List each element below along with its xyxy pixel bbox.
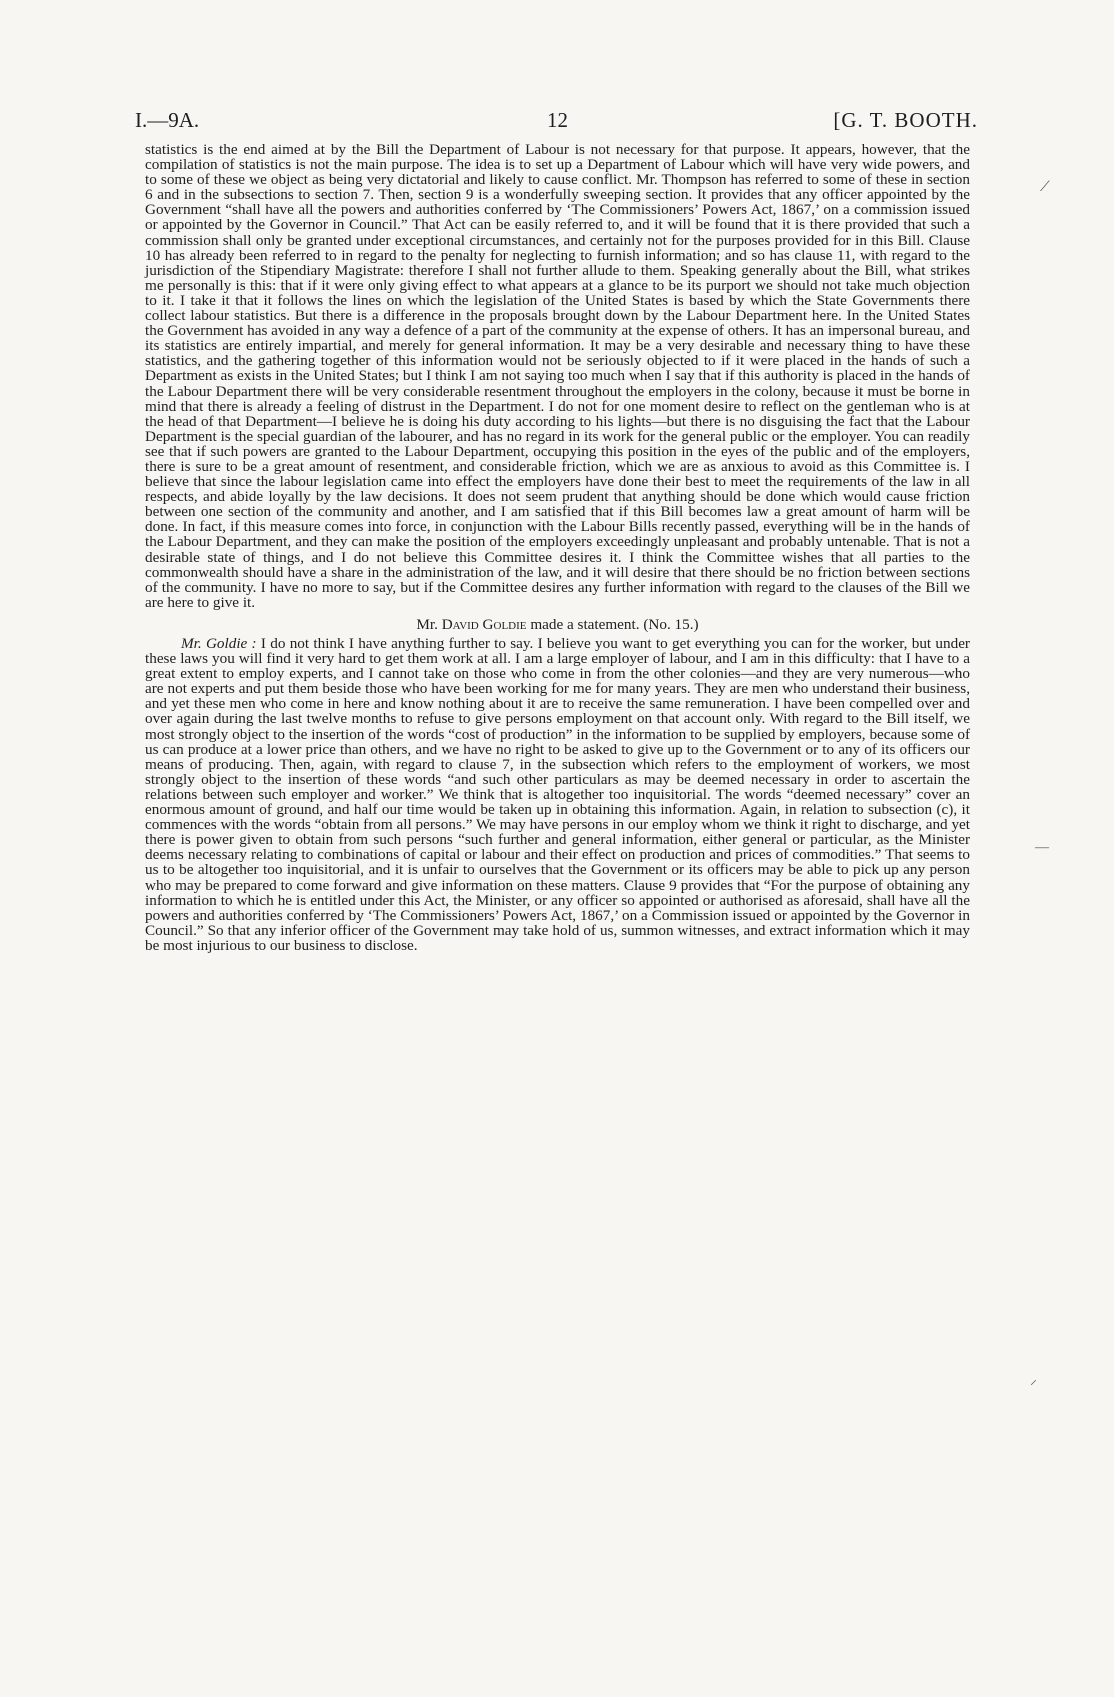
statement-heading xyxy=(145,617,970,632)
paragraph-booth: statistics is the end aimed at by the Bill the Department of Labour is not necessary for that purpose. It appears, however, that the compilation of statistics is not the main purpose. The idea is to set up a Department of Labour which will have very wide powers, and to some of these we object as being very dictatorial and likely to cause conflict. Mr. Thompson has referred to some of these in section 6 and in the subsections to section 7. Then, section 9 is a wonderfully sweeping section. It provides that any officer appointed by the Government “shall have all the powers and authorities conferred by ‘The Commissioners’ Powers Act, 1867,’ on a commission issued or appointed by the Governor in Council.” That Act can be easily referred to, and it will be found that it is there provided that such a commission shall only be granted under exceptional circumstances, and certainly not for the purposes provided for in this Bill. Clause 10 has already been referred to in regard to the penalty for neglecting to furnish information; and so has clause 11, with regard to the jurisdiction of the Stipendiary Magistrate: therefore I shall not further allude to them. Speaking generally about the Bill, what strikes me personally is this: that if it were only giving effect to what appears at a glance to be its purport we should not take much objection to it. I take it that it follows the lines on which the legislation of the United States is based by which the State Governments there collect labour statistics. But there is a difference in the proposals brought down by the Labour Department here. In the United States the Government has avoided in any way a defence of a part of the community at the expense of others. It has an impersonal bureau, and its statistics are entirely impartial, and merely for general information. It may be a very desirable and necessary thing to have these statistics, and the gathering together of this information would not be seriously objected to if it were placed in the hands of such a Department as exists in the United States; but I think I am not saying too much when I say that if this authority is placed in the hands of the Labour Department there will be very considerable resentment throughout the employers in the colony, because it must be borne in mind that there is already a feeling of distrust in the Department. I do not for one moment desire to reflect on the gentleman who is at the head of that Department—I believe he is doing his duty according to his lights—but there is no disguising the fact that the Labour Department is the special guardian of the labourer, and has no regard in its work for the general public or the employer. You can readily see that if such powers are granted to the Labour Department, occupying this position in the eyes of the public and of the employers, there is sure to be a great amount of resentment, and considerable friction, which we are as anxious to avoid as this Committee is. I believe that since the labour legislation came into effect the employers have done their best to meet the requirements of the law in all respects, and abide loyally by the law decisions. It does not seem prudent that anything should be done which would cause friction between one section of the community and another, and I am satisfied that if this Bill becomes law a great amount of harm will be done. In fact, if this measure comes into force, in conjunction with the Labour Bills recently passed, everything will be in the hands of the Labour Department, and they can make the position of the employers exceedingly unpleasant and probably untenable. That is not a desirable state of things, and I do not believe this Committee desires it. I think the Committee wishes that all parties to the commonwealth should have a share in the administration of the law, and it will desire that there should be no friction between sections of the community. I have no more to say, but if the Committee desires any further information with regard to the clauses of the Bill we are here to give it. xyxy=(145,141,970,611)
paragraph-goldie xyxy=(145,636,970,953)
margin-mark-bottom: ⸝ xyxy=(1030,1373,1037,1388)
margin-mark-middle: — xyxy=(1035,840,1049,855)
heading-number: (No. 15.) xyxy=(643,615,699,633)
paragraph-goldie-text: I do not think I have anything further to say. I believe you want to get everything you can for the worker, but under these laws you will find it very hard to get them work at all. I am a large employer of labour, and I am in this difficulty: that I have to a great extent to employ experts, and I cannot take on those who come in from the other colonies—and they are very numerous—who are not experts and put them beside those who have been working for me for many years. They are men who understand their business, and yet these men who come in here and know nothing about it are to receive the same remuneration. I have been compelled over and over again during the last twelve months to refuse to give persons employment on that account only. With regard to the Bill itself, we most strongly object to the insertion of the words “cost of production” in the information to be supplied by employers, because some of us can produce at a lower price than others, and we have no right to be asked to give up to the Government or to any of its officers our means of producing. Then, again, with regard to clause 7, in the subsection which refers to the employment of workers, we most strongly object to the insertion of these words “and such other particulars as may be deemed necessary in order to ascertain the relations between such employer and worker.” We think that is altogether too inquisitorial. The words “deemed necessary” cover an enormous amount of ground, and half our time would be taken up in obtaining this information. Again, in relation to subsection (c), it commences with the words “obtain from all persons.” We may have persons in our employ whom we think it right to discharge, and yet there is power given to obtain from such persons “such further and general information, either general or particular, as the Minister deems necessary relating to combinations of capital or labour and their effect on production and prices of commodities.” That seems to us to be altogether too inquisitorial, and it is unfair to ourselves that the Government or its officers may be able to pick up any person who may be prepared to come forward and give information on these matters. Clause 9 provides that “For the purpose of obtaining any information to which he is entitled under this Act, the Minister, or any officer so appointed or authorised as aforesaid, shall have all the powers and authorities conferred by ‘The Commissioners’ Powers Act, 1867,’ on a Commission issued or appointed by the Governor in Council.” So that any inferior officer of the Government may take hold of us, summon witnesses, and extract information which it may be most injurious to our business to disclose. xyxy=(145,635,970,954)
page-header xyxy=(135,108,978,142)
heading-suffix: made a statement. xyxy=(530,615,640,633)
body-text xyxy=(145,142,970,953)
paper-reference: I.—9A. xyxy=(135,108,200,132)
witness-name: [G. T. BOOTH. xyxy=(833,108,978,132)
page-number: 12 xyxy=(547,108,568,132)
document-page xyxy=(135,108,978,1668)
margin-mark-top: ⟋ xyxy=(1040,180,1050,195)
heading-prefix: Mr. xyxy=(416,615,438,633)
speaker-label: Mr. Goldie : xyxy=(181,635,257,652)
heading-name: David Goldie xyxy=(441,615,527,633)
